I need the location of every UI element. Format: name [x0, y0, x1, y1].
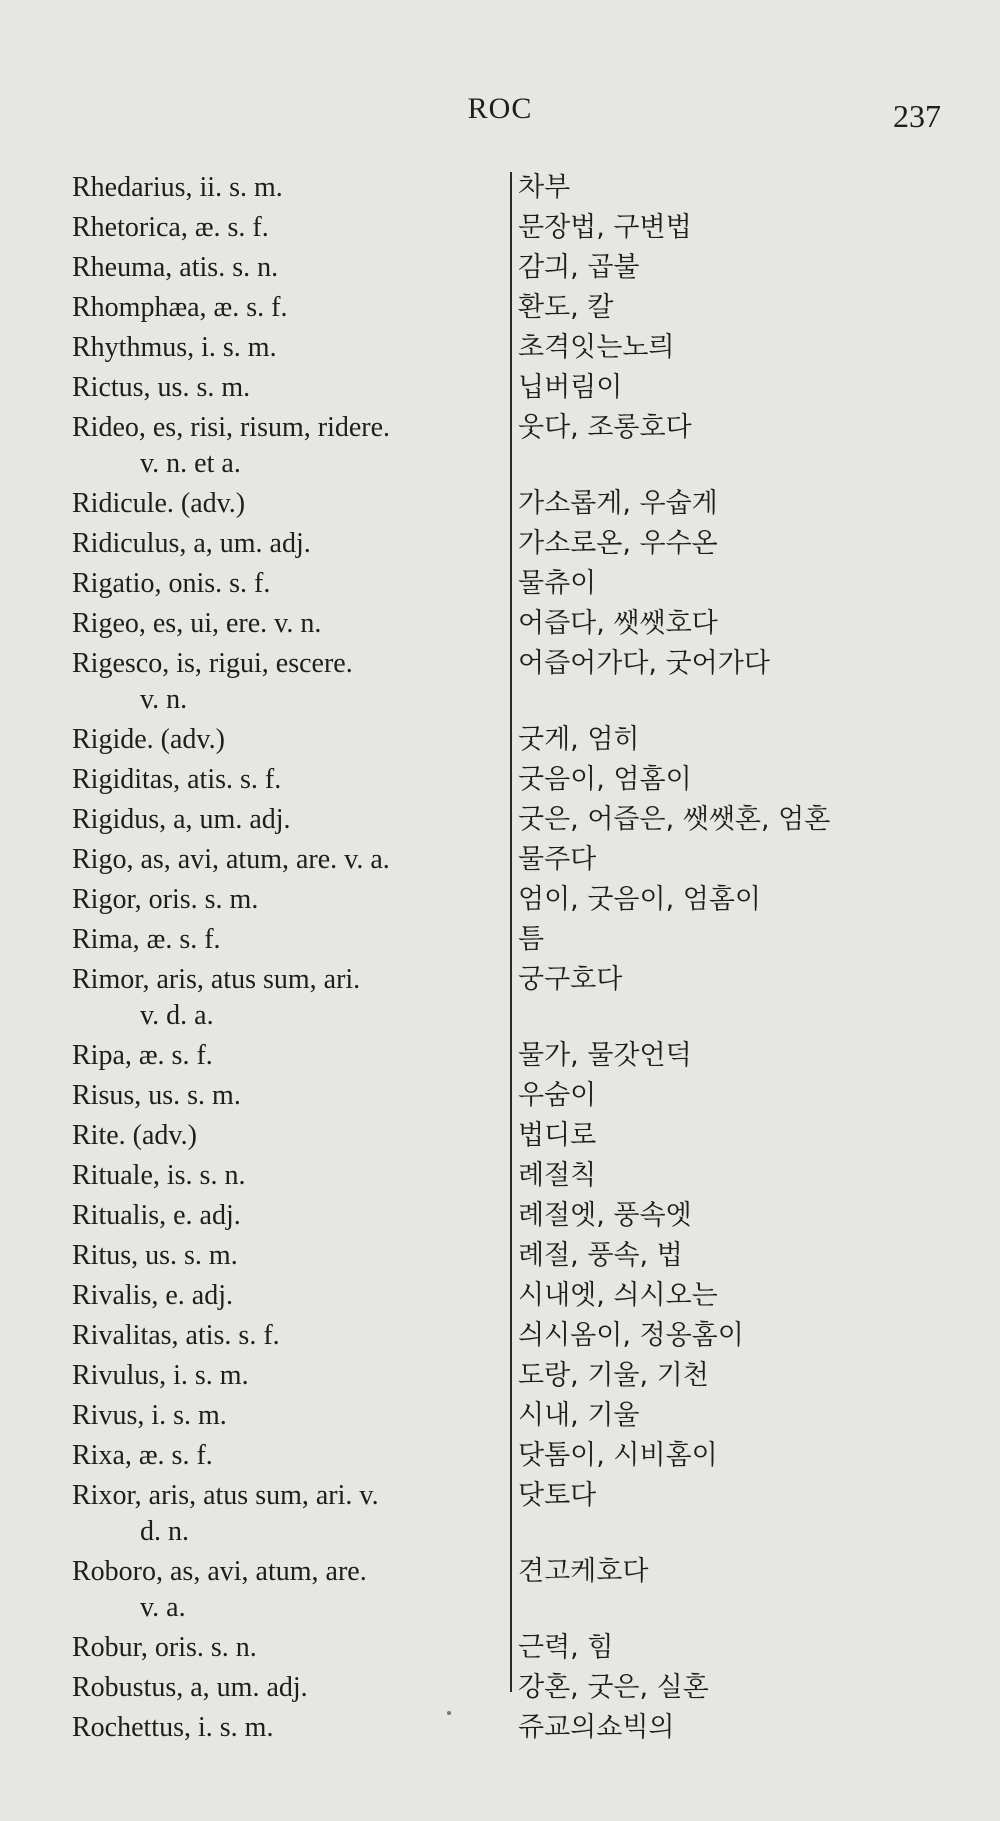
latin-headword-continuation: v. d. a.: [140, 1000, 214, 1031]
page-number: 237: [893, 98, 941, 134]
dictionary-entry: [72, 882, 972, 918]
latin-headword-text: Rigidus, a, um. adj.: [72, 804, 291, 835]
latin-headword: [72, 1118, 510, 1154]
dictionary-entry: [72, 1358, 972, 1394]
dictionary-entry: [72, 606, 972, 642]
dictionary-entry: [72, 1158, 972, 1194]
dictionary-entry: [72, 1238, 972, 1274]
korean-gloss: 례절, 풍속, 법: [518, 1240, 683, 1271]
latin-headword: [72, 1238, 510, 1274]
latin-headword-text: Rigatio, onis. s. f.: [72, 568, 271, 599]
paper-speck: [447, 1711, 451, 1715]
running-header: ROC: [467, 92, 533, 125]
korean-gloss: 초격잇는노릐: [518, 332, 675, 363]
latin-headword: [72, 1710, 510, 1746]
korean-gloss: 차부: [518, 172, 571, 203]
dictionary-entry: [72, 1078, 972, 1114]
dictionary-entry: [72, 842, 972, 878]
korean-gloss: 환도, 칼: [518, 292, 614, 323]
dictionary-entry: [72, 1398, 972, 1434]
latin-headword: [72, 1358, 510, 1394]
latin-headword: [72, 210, 510, 246]
korean-gloss: 어즙어가다, 굿어가다: [518, 648, 770, 679]
latin-headword: [72, 1318, 510, 1354]
latin-headword-text: Ritualis, e. adj.: [72, 1200, 241, 1231]
dictionary-entry: [72, 646, 972, 718]
latin-headword-continuation: v. a.: [140, 1592, 186, 1623]
latin-headword: [72, 1630, 510, 1666]
korean-gloss: 도랑, 기울, 기천: [518, 1360, 709, 1391]
latin-headword: [72, 762, 510, 798]
dictionary-entry: [72, 1710, 972, 1746]
latin-headword: [72, 526, 510, 562]
korean-gloss: 물주다: [518, 844, 597, 875]
latin-headword: [72, 290, 510, 326]
latin-headword: [72, 1398, 510, 1434]
latin-headword-text: Rictus, us. s. m.: [72, 372, 251, 403]
latin-headword: [72, 1670, 510, 1706]
korean-gloss: 시내, 기울: [518, 1400, 640, 1431]
latin-headword: [72, 330, 510, 366]
latin-headword-text: Rhetorica, æ. s. f.: [72, 212, 269, 243]
latin-headword: [72, 722, 510, 758]
korean-gloss: 웃다, 조롱호다: [518, 412, 692, 443]
latin-headword-text: Ridiculus, a, um. adj.: [72, 528, 311, 559]
dictionary-entry: [72, 370, 972, 406]
latin-headword-text: Rochettus, i. s. m.: [72, 1712, 274, 1743]
korean-gloss: 어즙다, 쌧쌧호다: [518, 608, 718, 639]
dictionary-entry: [72, 1038, 972, 1074]
latin-headword-text: Rixor, aris, atus sum, ari. v.: [72, 1480, 379, 1511]
latin-headword: [72, 962, 510, 1034]
latin-headword-text: Rituale, is. s. n.: [72, 1160, 246, 1191]
dictionary-entry: [72, 1118, 972, 1154]
dictionary-entry: [72, 1670, 972, 1706]
dictionary-entry: [72, 1198, 972, 1234]
latin-headword: [72, 1278, 510, 1314]
latin-headword: [72, 410, 510, 482]
korean-gloss: 물츄이: [518, 568, 597, 599]
dictionary-entry: [72, 1438, 972, 1474]
korean-gloss: 견고케호다: [518, 1556, 649, 1587]
latin-headword-text: Rigeo, es, ui, ere. v. n.: [72, 608, 322, 639]
latin-headword-text: Rigor, oris. s. m.: [72, 884, 259, 915]
korean-gloss: 궁구호다: [518, 964, 623, 995]
latin-headword-text: Rite. (adv.): [72, 1120, 197, 1151]
latin-headword-text: Rigesco, is, rigui, escere.: [72, 648, 353, 679]
dictionary-entry: [72, 170, 972, 206]
latin-headword-text: Rhythmus, i. s. m.: [72, 332, 277, 363]
korean-gloss: 근력, 힘: [518, 1632, 614, 1663]
korean-gloss: 시내엣, 싀시오는: [518, 1280, 718, 1311]
dictionary-entry: [72, 802, 972, 838]
latin-headword-text: Rigiditas, atis. s. f.: [72, 764, 282, 795]
entry-list: [72, 170, 972, 1750]
latin-headword-text: Rigo, as, avi, atum, are. v. a.: [72, 844, 390, 875]
korean-gloss: 닷토다: [518, 1480, 597, 1511]
latin-headword: [72, 1554, 510, 1626]
latin-headword: [72, 802, 510, 838]
latin-headword-text: Rima, æ. s. f.: [72, 924, 221, 955]
latin-headword-text: Rideo, es, risi, risum, ridere.: [72, 412, 391, 443]
korean-gloss: 틈: [518, 924, 545, 955]
latin-headword: [72, 486, 510, 522]
dictionary-entry: [72, 250, 972, 286]
latin-headword-text: Rheuma, atis. s. n.: [72, 252, 279, 283]
korean-gloss: 엄이, 굿음이, 엄홈이: [518, 884, 761, 915]
dictionary-entry: [72, 1478, 972, 1550]
latin-headword-text: Robur, oris. s. n.: [72, 1632, 257, 1663]
korean-gloss: 가소롭게, 우숩게: [518, 488, 718, 519]
latin-headword-text: Robustus, a, um. adj.: [72, 1672, 308, 1703]
korean-gloss: 가소로온, 우수온: [518, 528, 718, 559]
latin-headword-continuation: v. n. et a.: [140, 448, 241, 479]
latin-headword-text: Rhedarius, ii. s. m.: [72, 172, 283, 203]
dictionary-entry: [72, 922, 972, 958]
latin-headword: [72, 1158, 510, 1194]
korean-gloss: 문장법, 구변법: [518, 212, 692, 243]
latin-headword: [72, 606, 510, 642]
latin-headword-continuation: d. n.: [140, 1516, 189, 1547]
dictionary-entry: [72, 1554, 972, 1626]
dictionary-entry: [72, 1278, 972, 1314]
dictionary-entry: [72, 290, 972, 326]
latin-headword: [72, 646, 510, 718]
korean-gloss: 우숨이: [518, 1080, 597, 1111]
latin-headword-text: Rigide. (adv.): [72, 724, 225, 755]
latin-headword: [72, 370, 510, 406]
korean-gloss: 굿음이, 엄홈이: [518, 764, 692, 795]
korean-gloss: 닷톰이, 시비홈이: [518, 1440, 718, 1471]
latin-headword-text: Rivalitas, atis. s. f.: [72, 1320, 280, 1351]
dictionary-entry: [72, 330, 972, 366]
korean-gloss: 례절칙: [518, 1160, 597, 1191]
latin-headword-text: Roboro, as, avi, atum, are.: [72, 1556, 367, 1587]
korean-gloss: 강혼, 굿은, 실혼: [518, 1672, 709, 1703]
korean-gloss: 싀시옴이, 정옹홈이: [518, 1320, 744, 1351]
korean-gloss: 쥬교의쇼빅의: [518, 1712, 675, 1743]
dictionary-entry: [72, 566, 972, 602]
latin-headword: [72, 566, 510, 602]
dictionary-entry: [72, 1630, 972, 1666]
korean-gloss: 감긔, 곱불: [518, 252, 640, 283]
latin-headword-text: Rivus, i. s. m.: [72, 1400, 227, 1431]
latin-headword-text: Rhomphæa, æ. s. f.: [72, 292, 288, 323]
latin-headword-text: Rixa, æ. s. f.: [72, 1440, 213, 1471]
latin-headword: [72, 1438, 510, 1474]
dictionary-entry: [72, 526, 972, 562]
korean-gloss: 물가, 물갓언덕: [518, 1040, 692, 1071]
latin-headword-text: Ritus, us. s. m.: [72, 1240, 238, 1271]
latin-headword: [72, 842, 510, 878]
latin-headword-continuation: v. n.: [140, 684, 188, 715]
latin-headword: [72, 1198, 510, 1234]
korean-gloss: 법디로: [518, 1120, 597, 1151]
latin-headword-text: Risus, us. s. m.: [72, 1080, 241, 1111]
dictionary-entry: [72, 722, 972, 758]
latin-headword: [72, 1038, 510, 1074]
dictionary-entry: [72, 962, 972, 1034]
korean-gloss: 굿게, 엄히: [518, 724, 640, 755]
korean-gloss: 굿은, 어즙은, 쌧쌧혼, 엄혼: [518, 804, 831, 835]
latin-headword: [72, 922, 510, 958]
latin-headword: [72, 250, 510, 286]
latin-headword-text: Ripa, æ. s. f.: [72, 1040, 213, 1071]
latin-headword-text: Rimor, aris, atus sum, ari.: [72, 964, 361, 995]
korean-gloss: 닙버림이: [518, 372, 623, 403]
dictionary-entry: [72, 486, 972, 522]
latin-headword-text: Rivalis, e. adj.: [72, 1280, 233, 1311]
dictionary-entry: [72, 210, 972, 246]
dictionary-entry: [72, 410, 972, 482]
latin-headword: [72, 170, 510, 206]
dictionary-entry: [72, 1318, 972, 1354]
latin-headword-text: Rivulus, i. s. m.: [72, 1360, 249, 1391]
latin-headword: [72, 1478, 510, 1550]
korean-gloss: 례절엣, 풍속엣: [518, 1200, 692, 1231]
latin-headword: [72, 1078, 510, 1114]
latin-headword: [72, 882, 510, 918]
latin-headword-text: Ridicule. (adv.): [72, 488, 246, 519]
dictionary-entry: [72, 762, 972, 798]
